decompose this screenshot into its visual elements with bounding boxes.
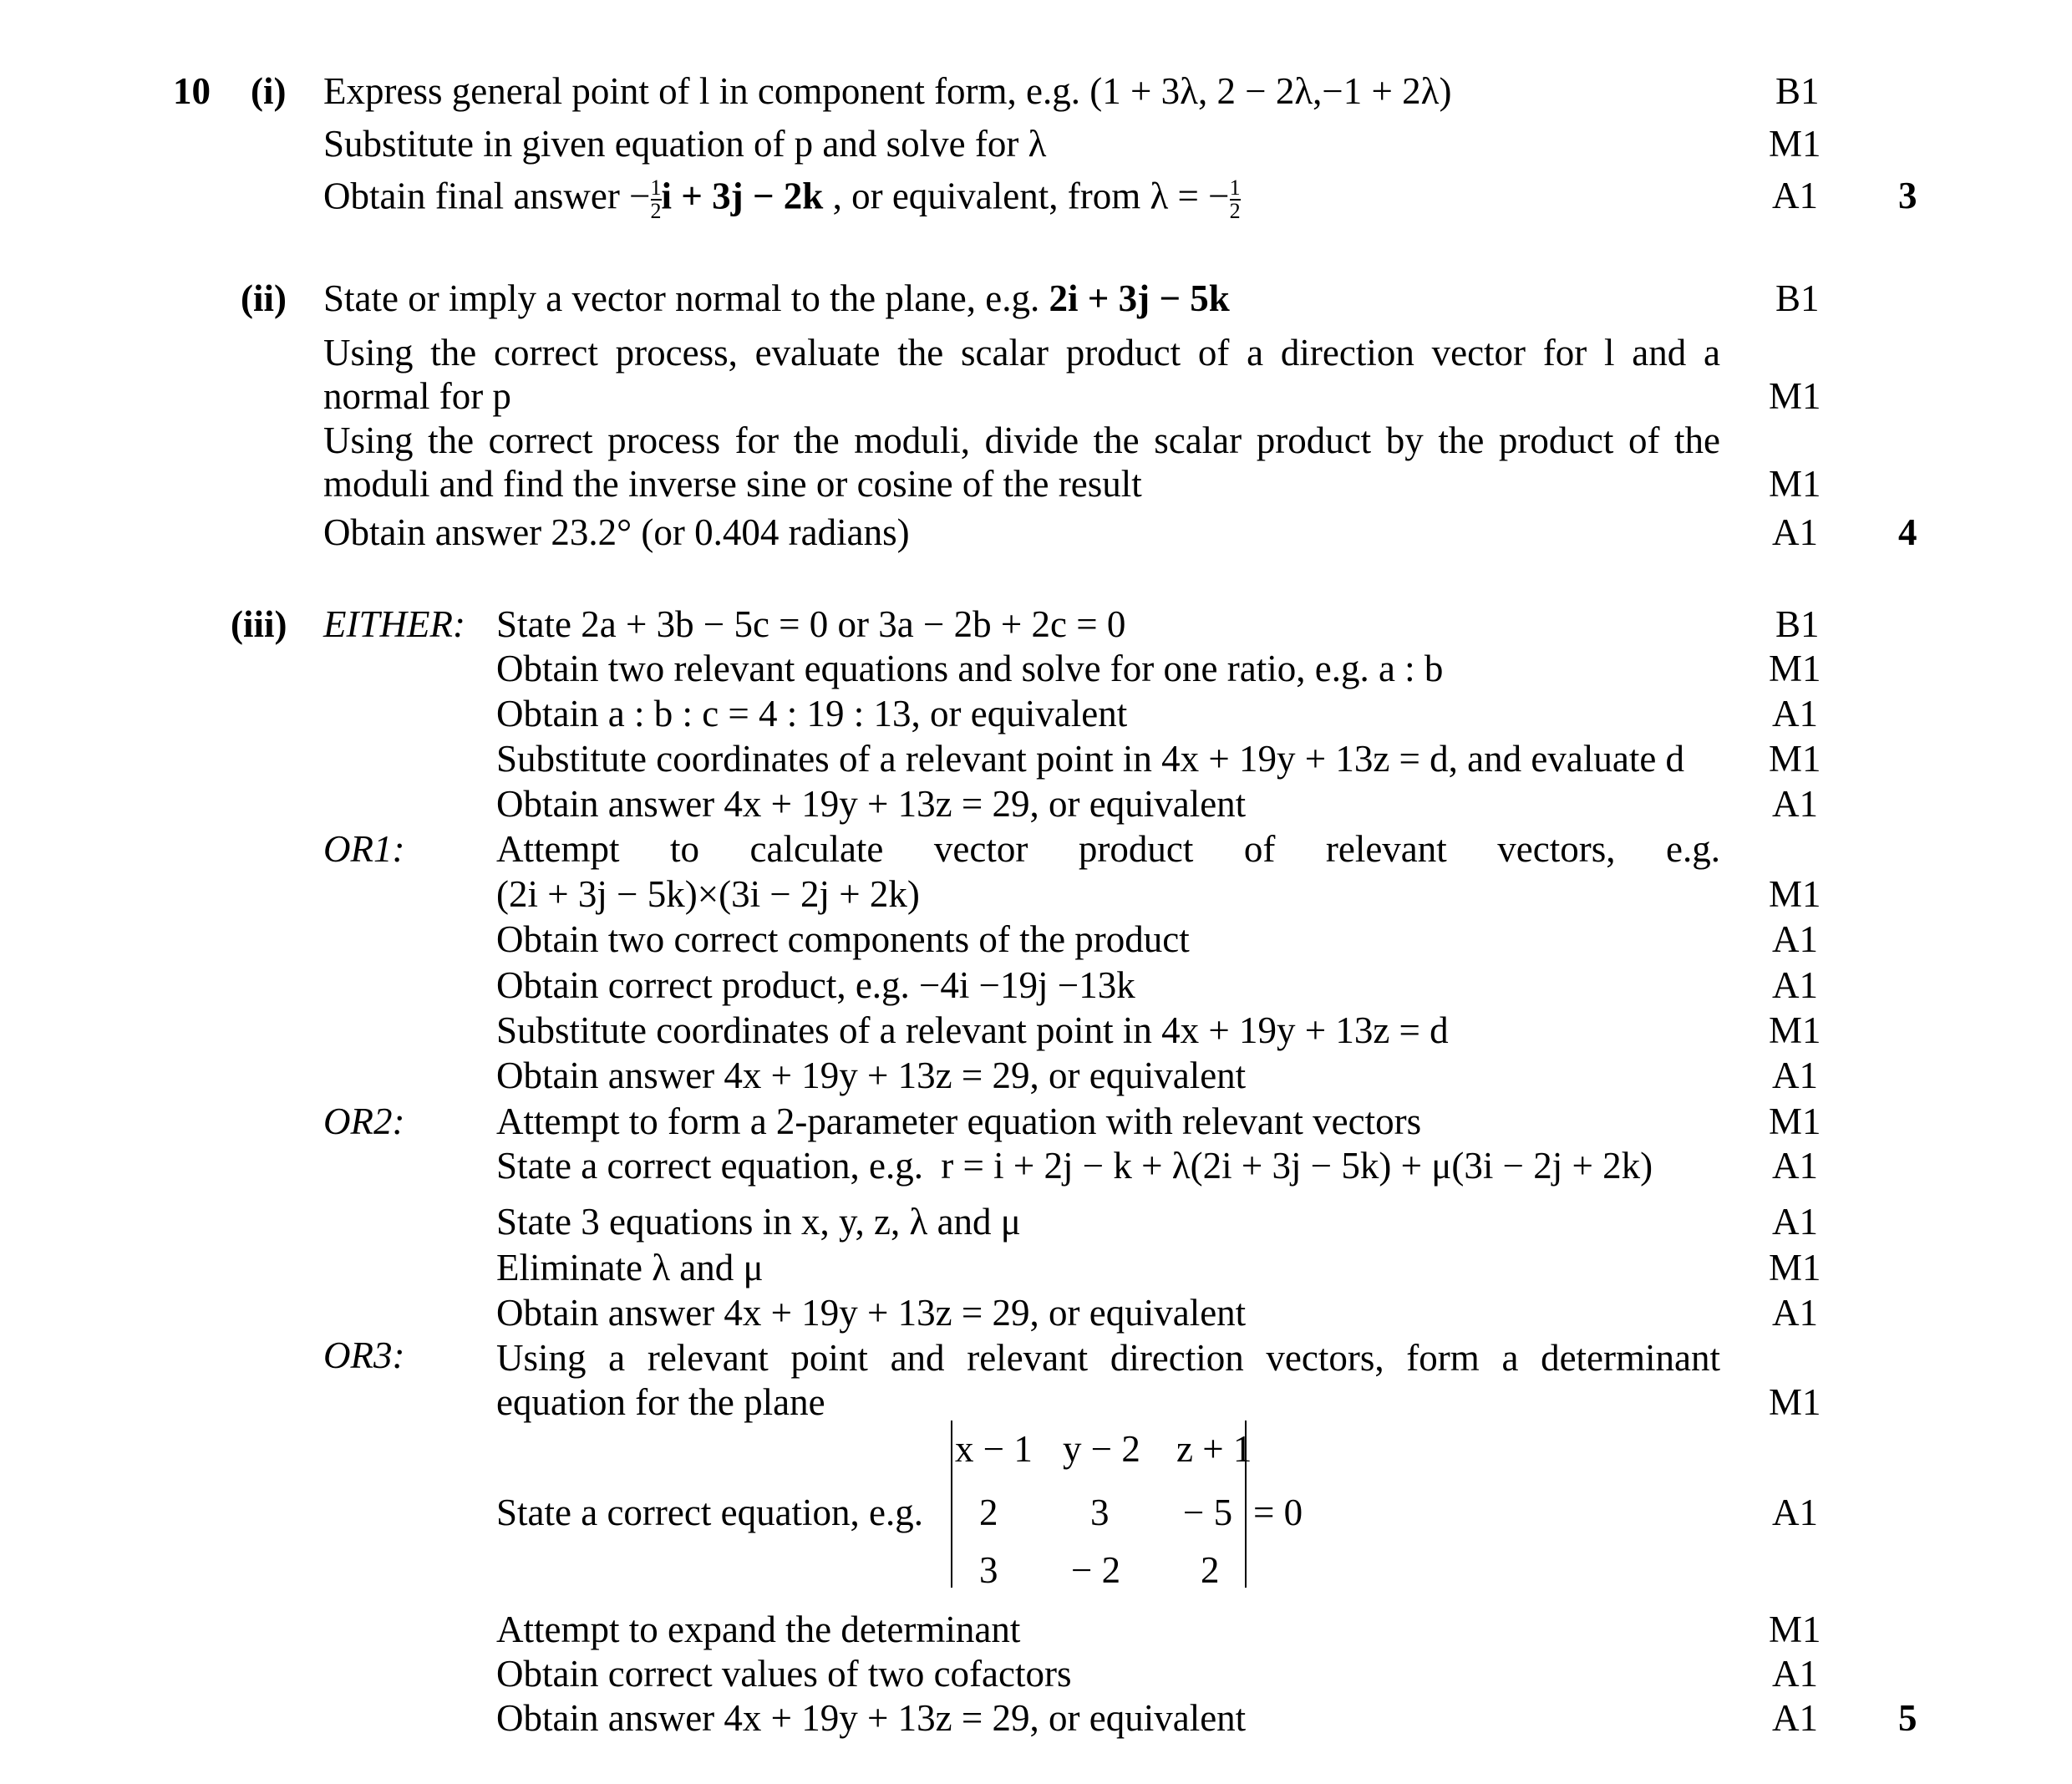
part-ii-line-4: Obtain answer 23.2° (or 0.404 radians): [323, 511, 910, 553]
or3-line-3: State a correct equation, e.g.: [496, 1492, 924, 1533]
part-label-iii: (iii): [231, 603, 287, 645]
det-r1-c2: y − 2: [1063, 1428, 1140, 1470]
mark-or2-4: M1: [1769, 1247, 1821, 1288]
mark-i-1: B1: [1775, 70, 1820, 112]
mark-or1-4: M1: [1769, 1009, 1821, 1051]
det-r3-c2: − 2: [1071, 1549, 1121, 1591]
or3-line-2: equation for the plane: [496, 1381, 825, 1423]
mark-or2-2: A1: [1772, 1145, 1818, 1187]
or2-line-2-expr: r = i + 2j − k + λ(2i + 3j − 5k) + μ(3i − 2j + 2k): [941, 1145, 1653, 1187]
mark-i-2: M1: [1769, 123, 1821, 165]
total-ii: 4: [1898, 511, 1917, 553]
mark-either-3: A1: [1772, 693, 1818, 734]
either-line-3: Obtain a : b : c = 4 : 19 : 13, or equivalent: [496, 693, 1128, 734]
or1-line-3: Obtain two correct components of the product: [496, 918, 1190, 960]
mark-either-5: A1: [1772, 783, 1818, 825]
mark-either-2: M1: [1769, 648, 1821, 689]
or1-line-5: Substitute coordinates of a relevant point in 4x + 19y + 13z = d: [496, 1009, 1449, 1051]
or3-label: OR3:: [323, 1334, 405, 1376]
or2-line-2: [496, 1147, 1653, 1185]
mark-or3-2: A1: [1772, 1492, 1818, 1533]
mark-or3-1: M1: [1769, 1381, 1821, 1423]
mark-or1-5: A1: [1772, 1055, 1818, 1096]
or1-line-6: Obtain answer 4x + 19y + 13z = 29, or equivalent: [496, 1055, 1247, 1096]
total-iii: 5: [1898, 1697, 1917, 1739]
or2-line-2-text: State a correct equation, e.g.: [496, 1145, 924, 1187]
det-r1-c3: z + 1: [1176, 1428, 1252, 1470]
question-number: 10: [173, 70, 211, 112]
part-i-line-3-mid: , or equivalent, from: [832, 175, 1141, 217]
part-ii-line-1-expr: 2i + 3j − 5k: [1049, 277, 1230, 319]
part-i-lambda: λ = −: [1150, 175, 1230, 217]
det-r1-c1: x − 1: [955, 1428, 1033, 1470]
mark-or3-4: A1: [1772, 1653, 1818, 1695]
either-line-4: Substitute coordinates of a relevant point in 4x + 19y + 13z = d, and evaluate d: [496, 738, 1685, 780]
or1-line-1: Attempt to calculate vector product of relevant vectors, e.g.: [496, 828, 1720, 870]
det-r3-c3: 2: [1201, 1549, 1220, 1591]
part-i-line-1-expr: (1 + 3λ, 2 − 2λ,−1 + 2λ): [1089, 70, 1452, 112]
half-den: 2: [650, 199, 662, 223]
part-i-line-2: Substitute in given equation of p and solve for λ: [323, 123, 1047, 165]
det-r3-c1: 3: [979, 1549, 998, 1591]
or2-label: OR2:: [323, 1100, 405, 1142]
or2-line-3: State 3 equations in x, y, z, λ and μ: [496, 1201, 1021, 1243]
mark-either-1: B1: [1775, 603, 1820, 645]
det-r2-c2: 3: [1090, 1492, 1110, 1533]
mark-or1-1: M1: [1769, 873, 1821, 915]
mark-either-4: M1: [1769, 738, 1821, 780]
mark-or2-1: M1: [1769, 1100, 1821, 1142]
either-line-2: Obtain two relevant equations and solve for one ratio, e.g. a : b: [496, 648, 1444, 689]
half-den-2: 2: [1229, 199, 1241, 223]
mark-or3-5: A1: [1772, 1697, 1818, 1739]
or2-line-1: Attempt to form a 2-parameter equation with relevant vectors: [496, 1100, 1422, 1142]
mark-ii-4: A1: [1772, 511, 1818, 553]
mark-or3-3: M1: [1769, 1609, 1821, 1650]
part-i-line-1-text: Express general point of l in component form, e.g.: [323, 70, 1081, 112]
or3-line-5: Obtain correct values of two cofactors: [496, 1653, 1072, 1695]
minus-sign: −: [629, 175, 651, 217]
half-fraction-2: [1230, 177, 1241, 222]
total-i: 3: [1898, 175, 1917, 216]
part-i-line-1: [323, 70, 1452, 112]
part-ii-line-2b: normal for p: [323, 375, 511, 417]
half-num-2: 1: [1229, 175, 1241, 200]
determinant-left-bar: [951, 1421, 952, 1588]
either-line-1: State 2a + 3b − 5c = 0 or 3a − 2b + 2c = 0: [496, 603, 1126, 645]
mark-or1-3: A1: [1772, 964, 1818, 1006]
mark-or2-3: A1: [1772, 1201, 1818, 1243]
or3-line-6: Obtain answer 4x + 19y + 13z = 29, or equivalent: [496, 1697, 1247, 1739]
or2-line-4: Eliminate λ and μ: [496, 1247, 764, 1288]
or1-line-2: (2i + 3j − 5k)×(3i − 2j + 2k): [496, 873, 920, 915]
det-equals: = 0: [1253, 1492, 1303, 1533]
or3-line-4: Attempt to expand the determinant: [496, 1609, 1021, 1650]
det-r2-c1: 2: [979, 1492, 998, 1533]
part-ii-line-1-text: State or imply a vector normal to the plane, e.g.: [323, 277, 1040, 319]
part-ii-line-3a: Using the correct process for the moduli, divide the scalar product by the product of the: [323, 419, 1720, 461]
or1-label: OR1:: [323, 828, 405, 870]
either-line-5: Obtain answer 4x + 19y + 13z = 29, or equivalent: [496, 783, 1247, 825]
part-i-line-3: [323, 177, 1241, 222]
half-num: 1: [650, 175, 662, 200]
mark-or2-5: A1: [1772, 1292, 1818, 1334]
part-ii-line-2a: Using the correct process, evaluate the scalar product of a direction vector for l and a: [323, 332, 1720, 374]
mark-ii-1: B1: [1775, 277, 1820, 319]
or1-line-4: Obtain correct product, e.g. −4i −19j −13k: [496, 964, 1135, 1006]
mark-or1-2: A1: [1772, 918, 1818, 960]
or3-line-1: Using a relevant point and relevant direction vectors, form a determinant: [496, 1337, 1720, 1379]
half-fraction: [651, 177, 662, 222]
part-ii-line-1: [323, 277, 1230, 319]
mark-ii-3: M1: [1769, 463, 1821, 505]
mark-ii-2: M1: [1769, 375, 1821, 417]
either-label: EITHER:: [323, 603, 465, 645]
part-i-line-3-expr: i + 3j − 2k: [661, 175, 824, 217]
part-label-ii: (ii): [241, 277, 287, 319]
part-i-line-3-prefix: Obtain final answer: [323, 175, 620, 217]
or2-line-5: Obtain answer 4x + 19y + 13z = 29, or equivalent: [496, 1292, 1247, 1334]
part-ii-line-3b: moduli and find the inverse sine or cosine of the result: [323, 463, 1142, 505]
part-label-i: (i): [251, 70, 287, 112]
det-r2-c3: − 5: [1183, 1492, 1233, 1533]
mark-i-3: A1: [1772, 175, 1818, 216]
